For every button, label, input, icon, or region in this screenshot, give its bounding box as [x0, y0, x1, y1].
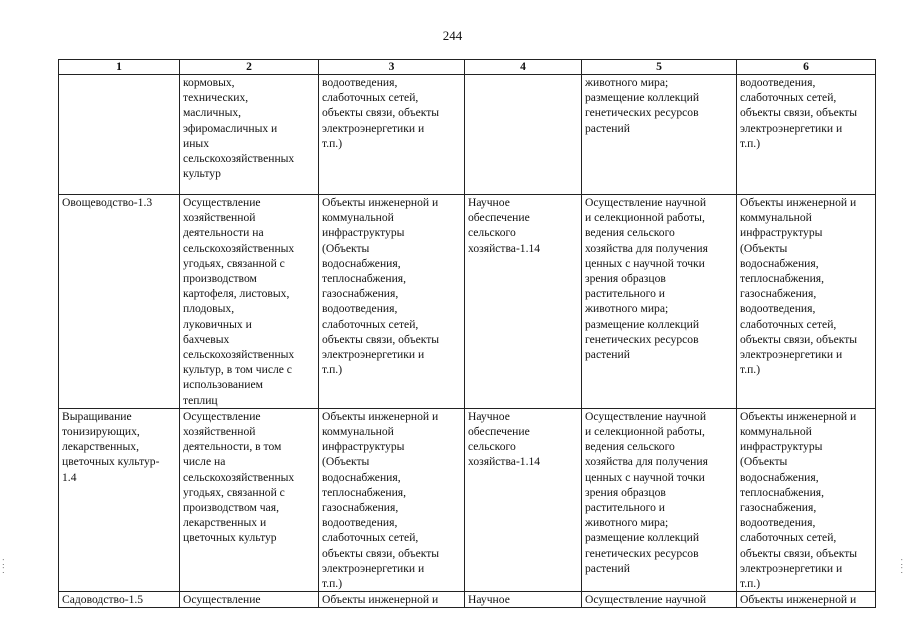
table-cell: водоотведения, слаботочных сетей, объекты связи, объекты электроэнергетики и т.п.)	[737, 75, 876, 195]
column-header: 6	[737, 60, 876, 75]
column-header: 4	[465, 60, 582, 75]
column-header: 3	[319, 60, 465, 75]
table-cell: Осуществление научной и селекционной работы, ведения сельского хозяйства для получения ценных с научной точки зрения образцов растительного и животного мира; размещение коллекций генетических ресурсов растений	[582, 195, 737, 409]
table-cell: Объекты инженерной и коммунальной инфраструктуры (Объекты водоснабжения, теплоснабжения, газоснабжения, водоотведения, слаботочных сетей, объекты связи, объекты электроэнергетики и т.п.)	[737, 408, 876, 591]
table-row	[59, 408, 876, 591]
table-cell: Осуществление научной и селекционной работы, ведения сельского хозяйства для получения ценных с научной точки зрения образцов растительного и животного мира; размещение коллекций генетических ресурсов растений	[582, 408, 737, 591]
table-cell: Объекты инженерной и коммунальной инфраструктуры (Объекты водоснабжения, теплоснабжения, газоснабжения, водоотведения, слаботочных сетей, объекты связи, объекты электроэнергетики и т.п.)	[737, 195, 876, 409]
table-cell: Научное обеспечение сельского хозяйства-1.14	[465, 195, 582, 409]
table-cell: кормовых, технических, масличных, эфиромасличных и иных сельскохозяйственных культур	[180, 75, 319, 195]
table-cell: животного мира; размещение коллекций генетических ресурсов растений	[582, 75, 737, 195]
column-header: 1	[59, 60, 180, 75]
table-cell	[59, 75, 180, 195]
land-use-table	[58, 59, 876, 608]
table-cell	[465, 75, 582, 195]
scan-edge-mark-left: ⁚ ⁚	[2, 558, 5, 575]
table-cell: Научное обеспечение сельского хозяйства-1.14	[465, 408, 582, 591]
table-cell: Объекты инженерной и	[737, 592, 876, 608]
table-cell: Объекты инженерной и коммунальной инфраструктуры (Объекты водоснабжения, теплоснабжения, газоснабжения, водоотведения, слаботочных сетей, объекты связи, объекты электроэнергетики и т.п.)	[319, 408, 465, 591]
scan-edge-mark-right: ⁚ ⁚	[900, 558, 903, 575]
table-cell: Осуществление хозяйственной деятельности, в том числе на сельскохозяйственных угодьях, связанной с производством чая, лекарственных и цветочных культур	[180, 408, 319, 591]
table-cell: Научное	[465, 592, 582, 608]
table-row	[59, 195, 876, 409]
column-header: 5	[582, 60, 737, 75]
table-cell: Осуществление	[180, 592, 319, 608]
table-cell: Объекты инженерной и коммунальной инфраструктуры (Объекты водоснабжения, теплоснабжения, газоснабжения, водоотведения, слаботочных сетей, объекты связи, объекты электроэнергетики и т.п.)	[319, 195, 465, 409]
table-cell: Осуществление научной	[582, 592, 737, 608]
table-cell: водоотведения, слаботочных сетей, объекты связи, объекты электроэнергетики и т.п.)	[319, 75, 465, 195]
table-header-row	[59, 60, 876, 75]
table-cell: Осуществление хозяйственной деятельности на сельскохозяйственных угодьях, связанной с производством картофеля, листовых, плодовых, луковичных и бахчевых сельскохозяйственных культур, в том числе с использованием теплиц	[180, 195, 319, 409]
table-cell: Объекты инженерной и	[319, 592, 465, 608]
page-number: 244	[442, 28, 463, 43]
table-cell: Садоводство-1.5	[59, 592, 180, 608]
column-header: 2	[180, 60, 319, 75]
table-row	[59, 592, 876, 608]
table-cell: Овощеводство-1.3	[59, 195, 180, 409]
table-row	[59, 75, 876, 195]
table-cell: Выращивание тонизирующих, лекарственных, цветочных культур- 1.4	[59, 408, 180, 591]
